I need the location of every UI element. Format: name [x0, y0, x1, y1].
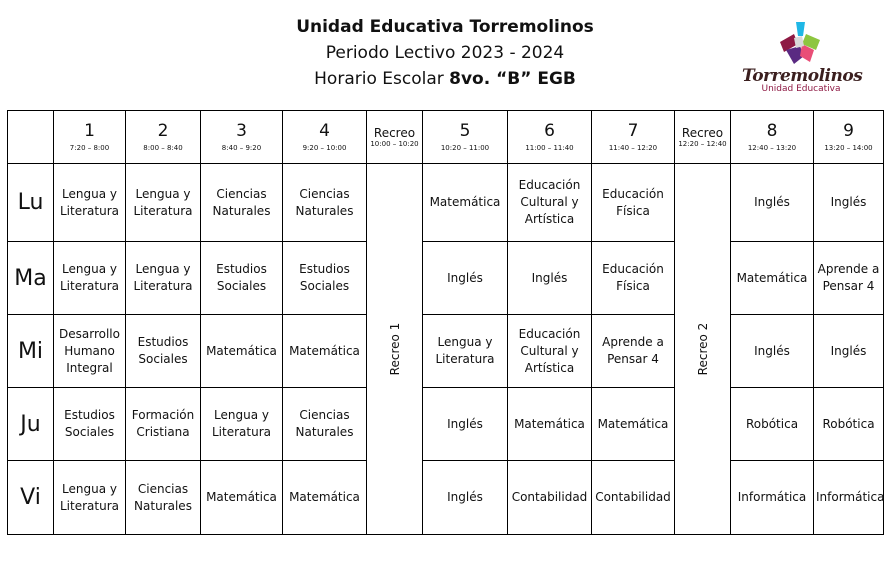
subject-cell: Robótica [814, 388, 884, 461]
subject-cell: Ciencias Naturales [201, 164, 283, 242]
subject-cell: Inglés [731, 315, 814, 388]
day-label: Ju [8, 388, 54, 461]
subject-cell: Educación Física [592, 164, 675, 242]
recess-label: Recreo 2 [695, 322, 710, 376]
subject-cell: Lengua y Literatura [423, 315, 508, 388]
day-label: Vi [8, 461, 54, 535]
subject-cell: Lengua y Literatura [126, 242, 201, 315]
day-label: Mi [8, 315, 54, 388]
subject-cell: Matemática [201, 315, 283, 388]
period-header: 3 8:40 – 9:20 [201, 111, 283, 164]
table-row [8, 388, 884, 461]
subject-cell: Lengua y Literatura [126, 164, 201, 242]
subject-cell: Estudios Sociales [126, 315, 201, 388]
school-logo-icon [772, 20, 830, 70]
period-header: 9 13:20 – 14:00 [814, 111, 884, 164]
subject-cell: Inglés [814, 315, 884, 388]
recess-column [367, 164, 423, 535]
period-header: 1 7:20 – 8:00 [54, 111, 126, 164]
subject-cell: Inglés [423, 242, 508, 315]
recess-header: Recreo 10:00 – 10:20 [367, 111, 423, 164]
corner-cell [8, 111, 54, 164]
subject-cell: Lengua y Literatura [54, 461, 126, 535]
subject-cell: Educación Cultural y Artística [508, 164, 592, 242]
period-header: 8 12:40 – 13:20 [731, 111, 814, 164]
subject-cell: Matemática [283, 461, 367, 535]
subject-cell: Inglés [731, 164, 814, 242]
subject-cell: Ciencias Naturales [283, 388, 367, 461]
school-name: Unidad Educativa Torremolinos [296, 17, 594, 37]
period-header: 2 8:00 – 8:40 [126, 111, 201, 164]
recess-column [675, 164, 731, 535]
course-name: 8vo. “B” EGB [449, 69, 576, 89]
day-label: Lu [8, 164, 54, 242]
subject-cell: Informática [731, 461, 814, 535]
subject-cell: Estudios Sociales [201, 242, 283, 315]
subject-cell: Lengua y Literatura [201, 388, 283, 461]
subject-cell: Matemática [201, 461, 283, 535]
subject-cell: Matemática [731, 242, 814, 315]
subject-cell: Lengua y Literatura [54, 164, 126, 242]
table-row [8, 315, 884, 388]
period-header: 4 9:20 – 10:00 [283, 111, 367, 164]
schedule-header-row [8, 111, 884, 164]
period-header: 6 11:00 – 11:40 [508, 111, 592, 164]
subject-cell: Matemática [283, 315, 367, 388]
subject-cell: Aprende a Pensar 4 [592, 315, 675, 388]
logo-subtitle: Unidad Educativa [761, 84, 841, 94]
subject-cell: Inglés [423, 461, 508, 535]
table-row [8, 461, 884, 535]
subject-cell: Lengua y Literatura [54, 242, 126, 315]
subject-cell: Ciencias Naturales [126, 461, 201, 535]
subject-cell: Informática [814, 461, 884, 535]
subject-cell: Contabilidad [592, 461, 675, 535]
day-label: Ma [8, 242, 54, 315]
subject-cell: Educación Cultural y Artística [508, 315, 592, 388]
subject-cell: Matemática [423, 164, 508, 242]
school-logo [742, 20, 863, 98]
recess-header: Recreo 12:20 – 12:40 [675, 111, 731, 164]
subject-cell: Matemática [592, 388, 675, 461]
subject-cell: Aprende a Pensar 4 [814, 242, 884, 315]
table-row [8, 164, 884, 242]
logo-wordmark: Torremolinos [742, 66, 863, 86]
subject-cell: Estudios Sociales [283, 242, 367, 315]
period-header: 7 11:40 – 12:20 [592, 111, 675, 164]
subject-cell: Matemática [508, 388, 592, 461]
subject-cell: Educación Física [592, 242, 675, 315]
subject-cell: Inglés [814, 164, 884, 242]
subject-cell: Inglés [508, 242, 592, 315]
subject-cell: Desarrollo Humano Integral [54, 315, 126, 388]
subject-cell: Ciencias Naturales [283, 164, 367, 242]
period-header: 5 10:20 – 11:00 [423, 111, 508, 164]
recess-label: Recreo 1 [387, 322, 402, 376]
table-row [8, 242, 884, 315]
subject-cell: Robótica [731, 388, 814, 461]
schedule-table [7, 110, 884, 535]
school-period: Periodo Lectivo 2023 - 2024 [325, 43, 565, 63]
subject-cell: Formación Cristiana [126, 388, 201, 461]
schedule-prefix: Horario Escolar [314, 69, 450, 89]
subject-cell: Estudios Sociales [54, 388, 126, 461]
subject-cell: Inglés [423, 388, 508, 461]
subject-cell: Contabilidad [508, 461, 592, 535]
